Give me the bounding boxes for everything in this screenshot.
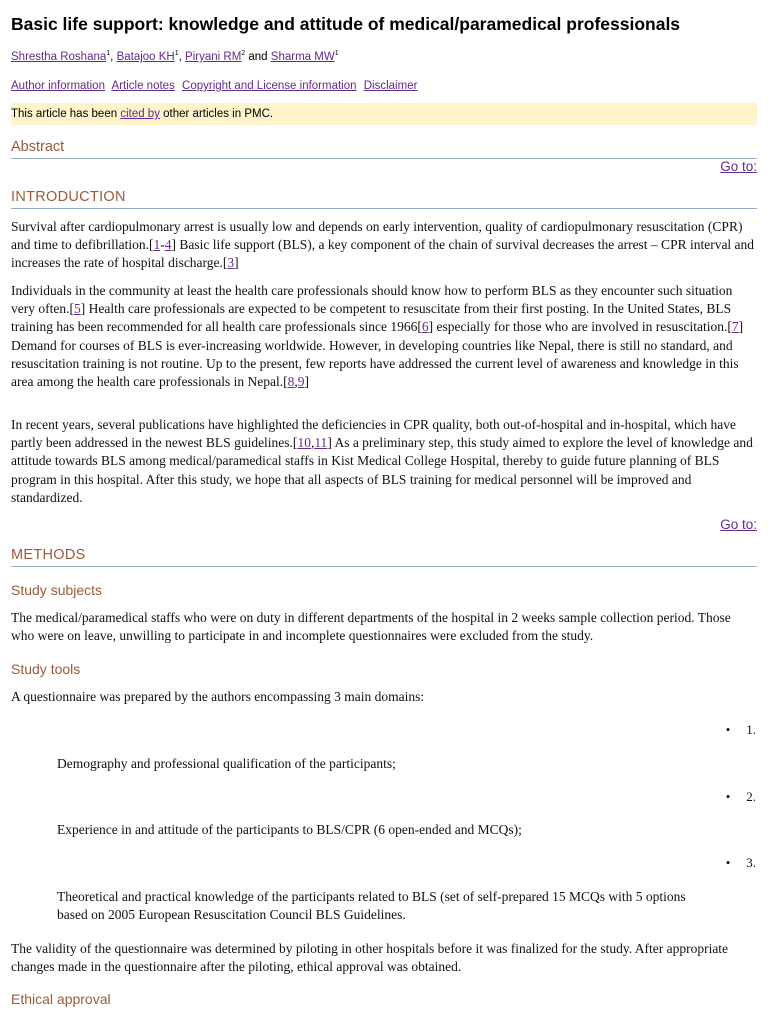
cited-by-notice: This article has been cited by other articles in PMC. <box>11 103 757 125</box>
intro-paragraph-1: Survival after cardiopulmonary arrest is usually low and depends on early intervention, quality of cardiopulmonary resuscitation (CPR) and time to defibrillation.[1-4] Basic life support (BLS), a key component of the chain of survival decreases the arrest – CPR interval and increases the rate of hospital discharge.[3] <box>11 219 755 271</box>
affiliation-sup: 1 <box>334 50 339 57</box>
author-information-link[interactable]: Author information <box>11 80 105 92</box>
goto-link[interactable]: Go to: <box>720 517 757 532</box>
list-item-marker: • 1. <box>725 722 756 737</box>
list-item-marker: • 3. <box>725 855 756 870</box>
reference-link[interactable]: 3 <box>227 255 235 271</box>
goto-link[interactable]: Go to: <box>720 159 757 174</box>
article-title: Basic life support: knowledge and attitude of medical/paramedical professionals <box>11 14 681 34</box>
list-item-marker: • 2. <box>725 789 756 804</box>
list-item: Demography and professional qualification of the participants; <box>57 756 396 771</box>
study-subjects-paragraph: The medical/paramedical staffs who were on duty in different departments of the hospital in 2 weeks sample collection period. Those who were on leave, unwilling to participate in and incomplete questionnaires were excluded from the study. <box>11 610 731 644</box>
affiliation-sup: 2 <box>241 50 246 57</box>
abstract-heading[interactable]: Abstract <box>11 139 757 159</box>
study-tools-heading: Study tools <box>11 661 81 677</box>
reference-link[interactable]: 6 <box>421 319 429 335</box>
author-link[interactable]: Batajoo KH <box>116 50 175 63</box>
copyright-link[interactable]: Copyright and License information <box>182 80 357 92</box>
affiliation-sup: 1 <box>174 50 179 57</box>
reference-link[interactable]: 5 <box>73 301 81 317</box>
affiliation-sup: 1 <box>106 50 111 57</box>
reference-link[interactable]: 4 <box>164 237 172 253</box>
authors-and: and <box>248 50 268 63</box>
ethical-approval-heading: Ethical approval <box>11 991 111 1007</box>
reference-link[interactable]: 10 <box>297 435 311 451</box>
article-meta-links <box>11 80 421 92</box>
disclaimer-link[interactable]: Disclaimer <box>363 80 418 92</box>
author-link[interactable]: Sharma MW <box>270 50 335 63</box>
cited-by-link[interactable]: cited by <box>120 108 160 120</box>
reference-link[interactable]: 7 <box>731 319 739 335</box>
intro-paragraph-3: In recent years, several publications have highlighted the deficiencies in CPR quality, both out-of-hospital and in-hospital, which have partly been addressed in the newest BLS guidelines.[10,11] As a preliminary step, this study aimed to explore the level of knowledge and attitude towards BLS among medical/paramedical staffs in Kist Medical College Hospital, thereby to guide future planning of BLS program in this hospital. After this study, we hope that all aspects of BLS training for medical personnel will be improved and standardized. <box>11 417 753 505</box>
reference-link[interactable]: 1 <box>153 237 161 253</box>
list-item: Theoretical and practical knowledge of the participants related to BLS (set of self-prepared 15 MCQs with 5 options based on 2005 European Resuscitation Council BLS Guidelines. <box>57 889 686 922</box>
reference-link[interactable]: 8 <box>287 374 295 390</box>
author-list: Shrestha Roshana$^1$, Batajoo $KH^1$, Piryani $RM^2$ and Sharma $MW^1$ <box>11 50 339 63</box>
methods-heading: METHODS <box>11 547 757 567</box>
list-item: Experience in and attitude of the participants to BLS/CPR (6 open-ended and MCQs); <box>57 822 522 837</box>
intro-paragraph-2: Individuals in the community at least the health care professionals should know how to perform BLS as they encounter such situation very often.[5] Health care professionals are expected to be competent to resuscitate from their first posting. In the United States, BLS training has been recommended for all health care professionals since 1966[6] especially for those who are involved in resuscitation.[7] Demand for courses of BLS is ever-increasing worldwide. However, in developing countries like Nepal, there is still no standard, and resuscitation training is not routine. Up to the present, few reports have addressed the current level of awareness and knowledge in this area among the health care professionals in Nepal.[8,9] <box>11 283 744 390</box>
reference-link[interactable]: 11 <box>314 435 328 451</box>
author-link[interactable]: Piryani RM <box>185 50 242 63</box>
article-notes-link[interactable]: Article notes <box>111 80 175 92</box>
introduction-heading: INTRODUCTION <box>11 189 757 209</box>
author-link[interactable]: Shrestha Roshana <box>11 50 107 63</box>
validity-paragraph: The validity of the questionnaire was determined by piloting in other hospitals before it was finalized for the study. After appropriate changes made in the questionnaire after the piloting, ethical approval was obtained. <box>11 941 729 975</box>
reference-link[interactable]: 9 <box>297 374 305 390</box>
study-tools-intro: A questionnaire was prepared by the authors encompassing 3 main domains: <box>11 689 425 704</box>
study-subjects-heading: Study subjects <box>11 582 103 598</box>
